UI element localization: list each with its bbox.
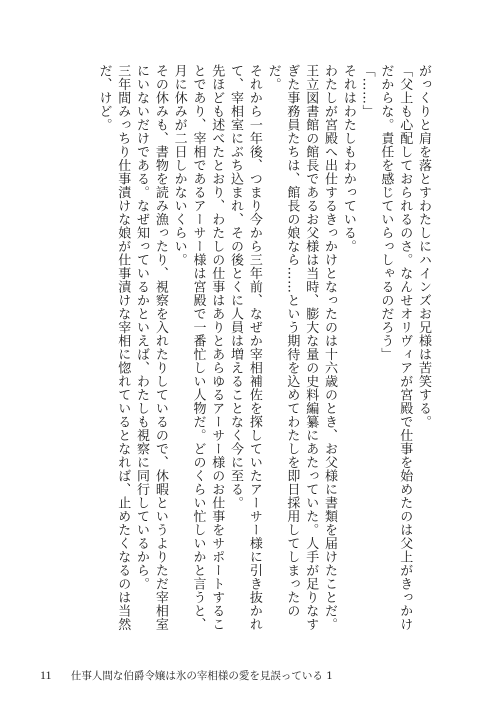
paragraph: わたしが宮殿へ出仕するきっかけとなったのは十六歳のとき、お父様に書類を届けたことだ。 [322,64,338,631]
paragraph: 「……」 [359,64,375,118]
paragraph: その休みも、書物を読み漁ったり、視察を入れたりしているので、休暇というよりただ宰相室にいないだけである。なぜ知っているかといえば、わたしも視察に同行しているから。 [134,64,168,631]
paragraph: 「父上も心配しておられるのさ。なんせオリヴィアが宮殿で仕事を始めたのは父上がきっかけだからな。責任を感じていらっしゃるのだろう」 [378,64,413,631]
paragraph: 王立図書館の館長であるお父様は当時、膨大な量の史料編纂にあたっていた。人手が足りなすぎた事務員たちは、館長の娘なら……という期待を込めてわたしを即日採用してしまったのだ。 [265,64,319,631]
body-text [42,64,432,638]
running-title: 仕事人間な伯爵令嬢は氷の宰相様の愛を見誤っている 1 [70,670,333,682]
page-footer [40,668,460,683]
page-number: 11 [40,668,52,682]
paragraph: それはわたしもわかっている。 [340,64,356,253]
paragraph: がっくりと肩を落とすわたしにハインズお兄様は苦笑する。 [416,64,431,429]
paragraph: 先ほども述べたとおり、わたしの仕事はありとあらゆるアーサー様のお仕事をサポートすることであり、宰相であるアーサー様は宮殿で一番忙しい人物だ。どのくらい忙しいかと言うと、月に休みが二日しかないくらい。 [171,64,225,631]
paragraph: それから一年後、つまり今から三年前、なぜか宰相補佐を探していたアーサー様に引き抜かれて、宰相室にぶち込まれ、その後とくに人員は増えることなく今に至る。 [228,64,262,631]
paragraph: 三年間みっちり仕事漬けな娘が仕事漬けな宰相に惚れているとなれば、止めたくなるのは当然だ、けど。 [96,64,131,631]
